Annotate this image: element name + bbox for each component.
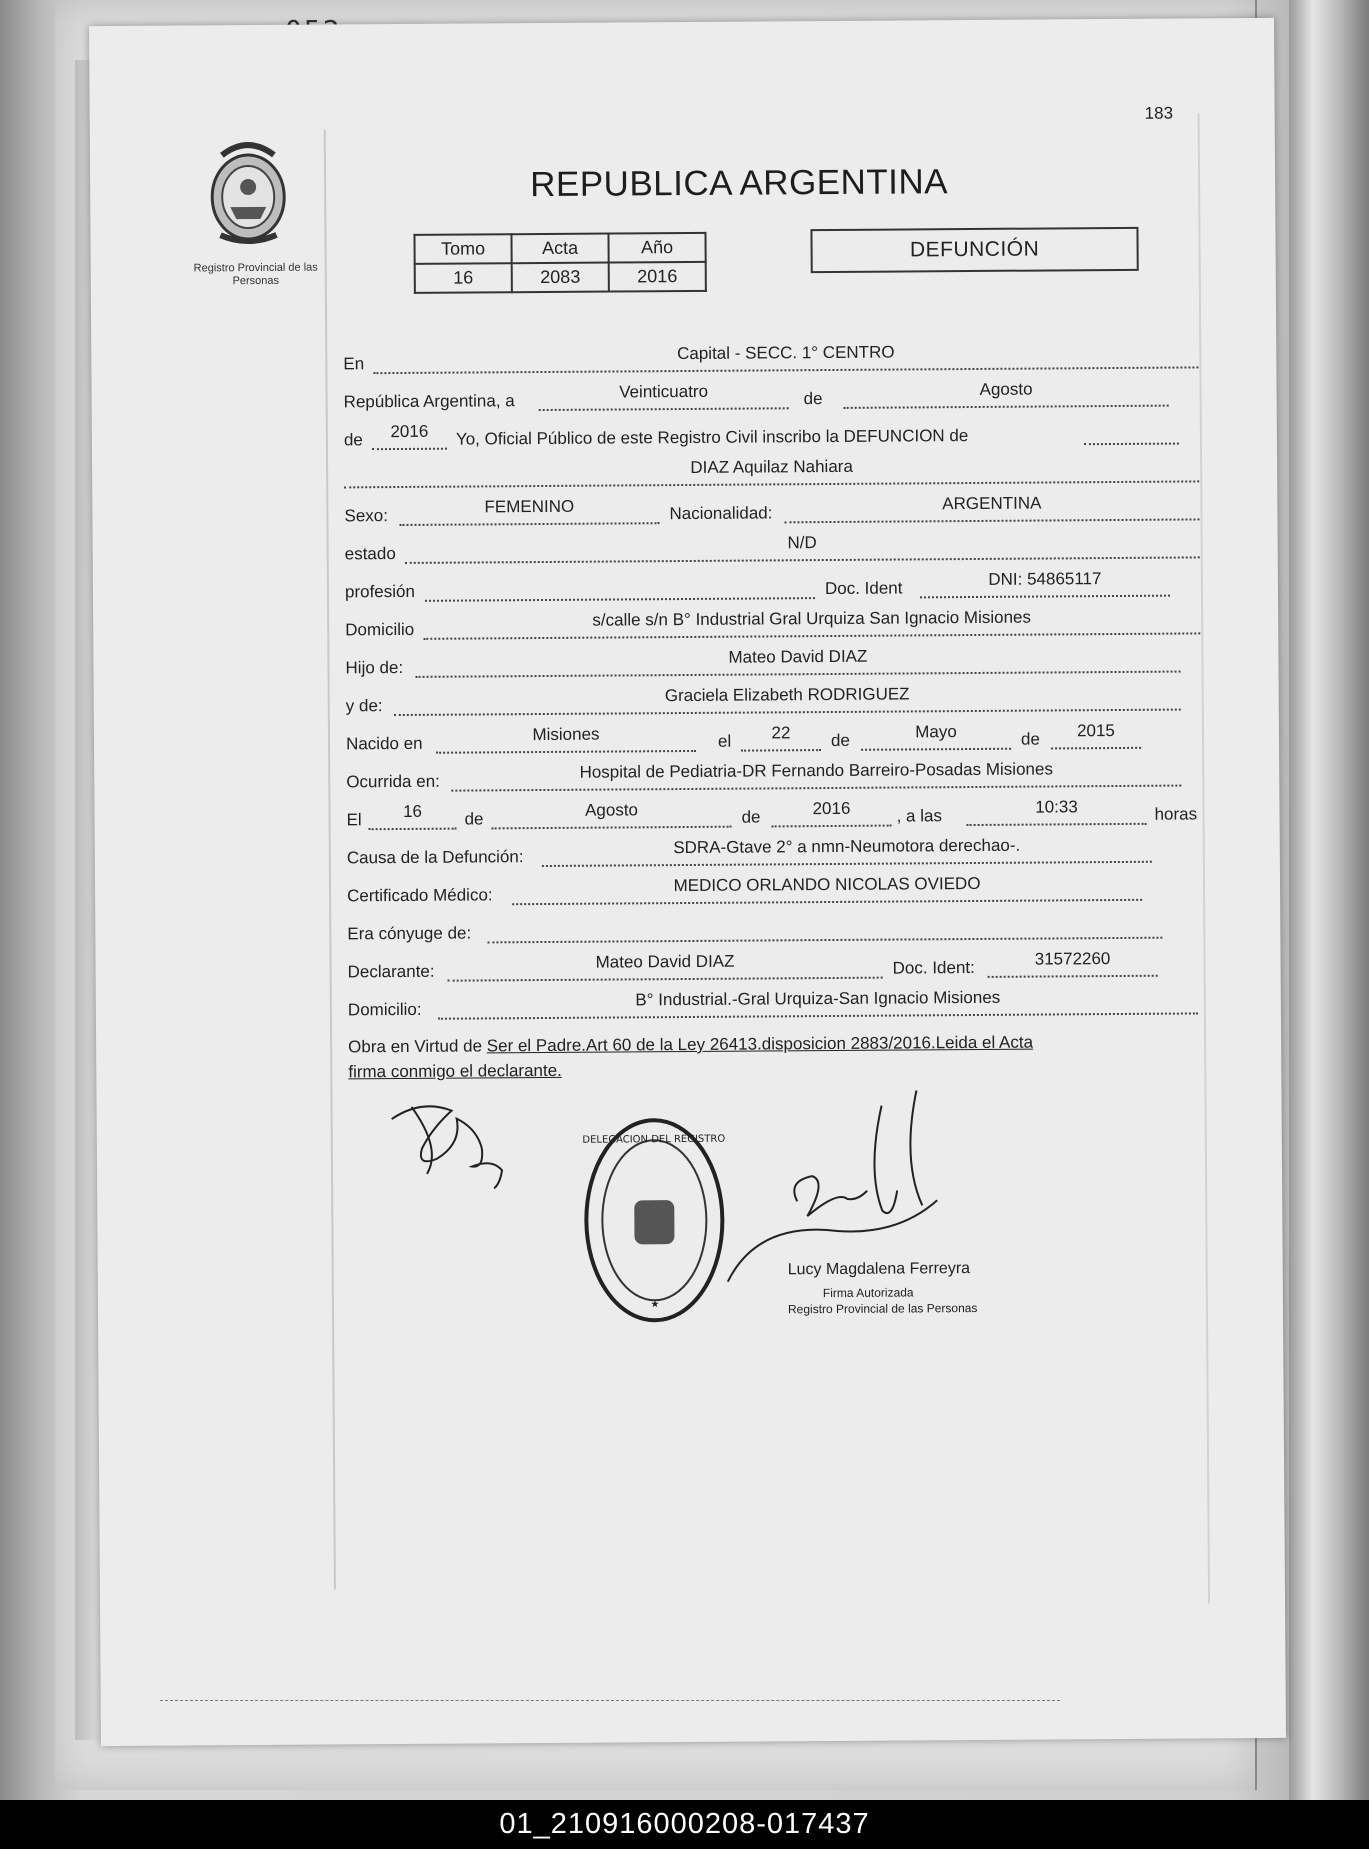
row-declarant-address [347,987,1208,1026]
legal-basis [348,1028,1198,1084]
svg-text:★: ★ [650,1299,660,1311]
label-nacido-en: Nacido en [345,733,423,754]
field-birth-day: 22 [741,723,821,752]
label-declarante-doc: Doc. Ident: [892,957,975,978]
label-de-death-month: de [464,809,484,829]
row-date [343,379,1204,418]
label-en: En [343,354,365,374]
field-nacionalidad: ARGENTINA [784,492,1199,523]
label-estado: estado [344,544,396,564]
row-domicilio [345,607,1205,646]
ref-header-acta: Acta [511,234,608,264]
field-deceased-name: DIAZ Aquilaz Nahiara [344,454,1199,488]
label-domicilio-declarante: Domicilio: [347,999,422,1020]
field-death-place: Hospital de Pediatria-DR Fernando Barreiro-Posadas Misiones [451,759,1181,792]
signatory-role: Firma Autorizada [822,1285,914,1301]
field-causa: SDRA-Gtave 2° a nmn-Neumotora derechao-. [542,835,1152,867]
label-hijo-de: Hijo de: [345,657,404,678]
obra-text-line-1: Ser el Padre.Art 60 de la Ley 26413.disposicion 2883/2016.Leida el Acta [486,1032,1034,1056]
field-mother: Graciela Elizabeth RODRIGUEZ [394,683,1181,716]
row-profession [344,569,1205,608]
field-place: Capital - SECC. 1° CENTRO [373,340,1198,374]
label-de-death-year: de [741,807,761,827]
row-place [343,342,1203,380]
row-sex-nationality [344,493,1204,532]
label-republica: República Argentina, a [343,391,515,412]
label-causa: Causa de la Defunción: [346,847,524,868]
row-cause [346,835,1207,874]
field-day-words: Veinticuatro [539,381,789,411]
document-type-box: DEFUNCIÓN [810,227,1138,273]
document-title: REPUBLICA ARGENTINA [529,162,949,205]
field-month: Agosto [844,379,1169,409]
label-horas: horas [1154,804,1198,824]
obra-text-line-2: firma conmigo el declarante. [348,1060,562,1082]
label-de-year: de [343,430,363,450]
row-spouse [347,918,1207,950]
field-conyuge [487,911,1162,944]
declarant-signature-icon [381,1088,522,1199]
svg-text:DELEGACION DEL REGISTRO: DELEGACION DEL REGISTRO [582,1133,726,1146]
row-intro [343,421,1204,456]
row-birth [345,721,1206,760]
field-declarante: Mateo David DIAZ [447,951,882,982]
row-estado [344,533,1205,570]
label-y-de: y de: [345,696,383,716]
label-ocurrida-en: Ocurrida en: [346,771,440,792]
label-de-birth-year: de [1020,729,1040,749]
row-certificate [347,873,1207,912]
provincial-coat-of-arms-icon [200,135,297,251]
reference-table [413,232,706,294]
bottom-dotted-line [160,1700,1060,1701]
official-seal-icon [579,1112,730,1328]
field-domicilio-declarante: B° Industrial.-Gral Urquiza-San Ignacio Misiones [438,986,1198,1019]
page-number: 183 [1144,103,1174,123]
left-margin-line [324,130,336,1590]
field-birth-year: 2015 [1051,721,1141,750]
field-estado: N/D [405,530,1200,564]
intro-text: Yo, Oficial Público de este Registro Civil inscribo la DEFUNCION de [455,426,969,449]
ref-header-tomo: Tomo [414,234,511,264]
book-edge [1289,0,1369,1800]
label-obra: Obra en Virtud de [348,1036,483,1057]
field-declarante-doc: 31572260 [987,949,1157,978]
label-el-death: El [346,810,362,830]
row-deceased-name [344,456,1204,494]
row-declarant [347,949,1208,988]
ref-value-ano: 2016 [609,262,706,292]
field-father: Mateo David DIAZ [415,645,1180,678]
row-death-place [346,759,1206,798]
image-caption: 01_210916000208-017437 [499,1808,870,1840]
label-certificado: Certificado Médico: [347,885,493,906]
field-doc-ident: DNI: 54865117 [920,569,1170,599]
label-conyuge: Era cónyuge de: [347,923,472,944]
ref-header-ano: Año [608,233,705,263]
field-sexo: FEMENINO [399,496,659,526]
signatory-name: Lucy Magdalena Ferreyra [787,1260,971,1279]
row-mother [345,684,1206,722]
label-profesion: profesión [344,581,415,602]
label-de-birth-month: de [830,730,851,750]
registry-label: Registro Provincial de las Personas [193,261,318,288]
field-domicilio: s/calle s/n B° Industrial Gral Urquiza San Ignacio Misiones [423,606,1200,639]
signatory-office: Registro Provincial de las Personas [787,1300,978,1317]
ref-value-acta: 2083 [512,263,609,293]
field-certificado: MEDICO ORLANDO NICOLAS OVIEDO [512,873,1142,905]
field-death-time: 10:33 [966,797,1146,826]
death-certificate-page [89,18,1286,1746]
label-declarante: Declarante: [347,961,435,982]
ref-value-tomo: 16 [415,263,512,293]
field-death-month: Agosto [491,800,731,830]
label-nacionalidad: Nacionalidad: [669,503,773,524]
label-el: el [717,731,732,751]
field-year: 2016 [372,422,447,451]
row-death-date [346,797,1206,836]
field-birth-place: Misiones [436,724,696,754]
field-intro-blank [1084,417,1179,446]
label-domicilio: Domicilio [345,619,415,640]
label-sexo: Sexo: [344,506,388,526]
label-a-las: , a las [896,806,942,826]
field-death-day: 16 [368,802,456,831]
row-father [345,646,1205,684]
field-death-year: 2016 [771,799,891,828]
label-de-month: de [803,389,823,409]
field-profesion [425,571,815,602]
field-birth-month: Mayo [861,722,1011,751]
label-doc-ident: Doc. Ident [824,578,903,599]
